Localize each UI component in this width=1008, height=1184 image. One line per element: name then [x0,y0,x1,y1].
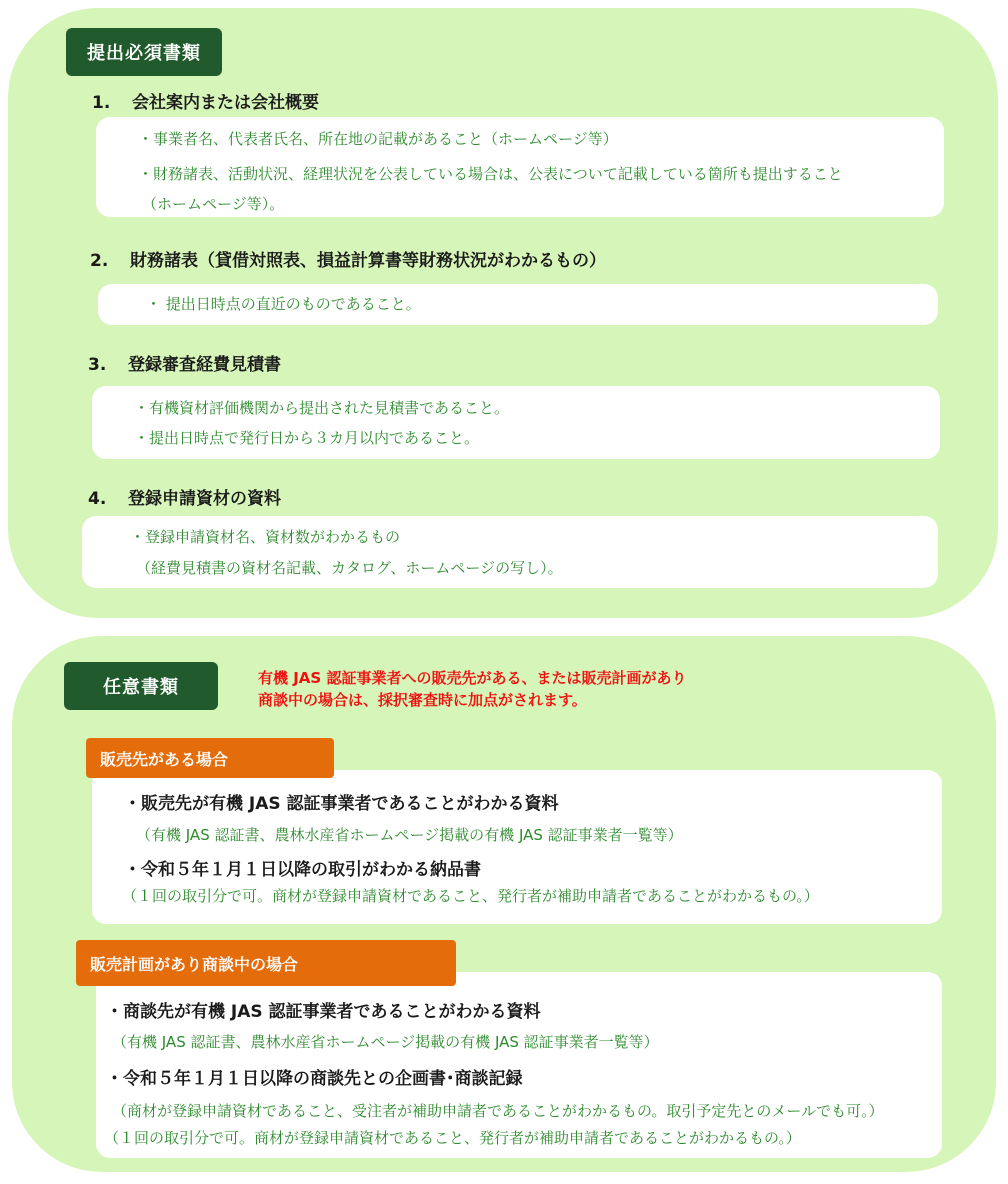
sales-destination-line-2: （有機 JAS 認証書、農林水産省ホームページ掲載の有機 JAS 認証事業者一覧等） [136,826,683,844]
item-title: 財務諸表（貸借対照表、損益計算書等財務状況がわかるもの） [130,251,606,271]
item-number: 1. [92,93,111,113]
optional-documents-tag: 任意書類 [64,662,218,710]
item-number: 2. [90,251,109,271]
sales-destination-line-4: （１回の取引分で可。商材が登録申請資材であること、発行者が補助申請者であることがわかるもの。） [122,887,819,905]
required-item-1-line-2: ・財務諸表、活動状況、経理状況を公表している場合は、公表について記載している箇所も提出すること [138,165,843,183]
required-item-1-line-3: （ホームページ等）。 [142,195,285,213]
bonus-notice [258,667,686,711]
required-item-1-line-1: ・事業者名、代表者氏名、所在地の記載があること（ホームページ等） [138,130,618,148]
required-item-4-line-1: ・登録申請資材名、資材数がわかるもの [130,528,401,546]
required-item-2-heading [90,246,606,271]
item-number: 4. [88,489,107,509]
required-item-4-heading [88,484,281,509]
item-title: 登録審査経費見積書 [128,355,281,375]
item-number: 3. [88,355,107,375]
sales-plan-line-1: ・商談先が有機 JAS 認証事業者であることがわかる資料 [106,1002,541,1022]
required-item-3-line-2: ・提出日時点で発行日から３カ月以内であること。 [134,429,480,447]
required-item-3-heading [88,350,281,375]
bonus-notice-line-1: 有機 JAS 認証事業者への販売先がある、または販売計画があり [258,669,687,687]
sales-plan-line-3: ・令和５年１月１日以降の商談先との企画書･商談記録 [106,1069,523,1089]
item-title: 会社案内または会社概要 [132,93,319,113]
sales-plan-line-4: （商材が登録申請資材であること、受注者が補助申請者であることがわかるもの。取引予定先とのメールでも可。） [112,1102,884,1120]
sales-plan-line-2: （有機 JAS 認証書、農林水産省ホームページ掲載の有機 JAS 認証事業者一覧等） [112,1033,659,1051]
sales-destination-label: 販売先がある場合 [86,738,334,778]
sales-destination-line-1: ・販売先が有機 JAS 認証事業者であることがわかる資料 [124,794,559,814]
required-item-1-heading [92,88,319,113]
required-item-3-line-1: ・有機資材評価機関から提出された見積書であること。 [134,399,510,417]
sales-plan-line-5: （１回の取引分で可。商材が登録申請資材であること、発行者が補助申請者であることがわかるもの。） [104,1129,801,1147]
sales-plan-label: 販売計画があり商談中の場合 [76,940,456,986]
required-item-4-line-2: （経費見積書の資材名記載、カタログ、ホームページの写し）。 [136,559,563,577]
sales-destination-line-3: ・令和５年１月１日以降の取引がわかる納品書 [124,860,481,880]
bonus-notice-line-2: 商談中の場合は、採択審査時に加点がされます。 [258,691,587,709]
item-title: 登録申請資材の資料 [128,489,281,509]
required-documents-tag: 提出必須書類 [66,28,222,76]
required-item-2-line-1: ・ 提出日時点の直近のものであること。 [146,295,421,313]
